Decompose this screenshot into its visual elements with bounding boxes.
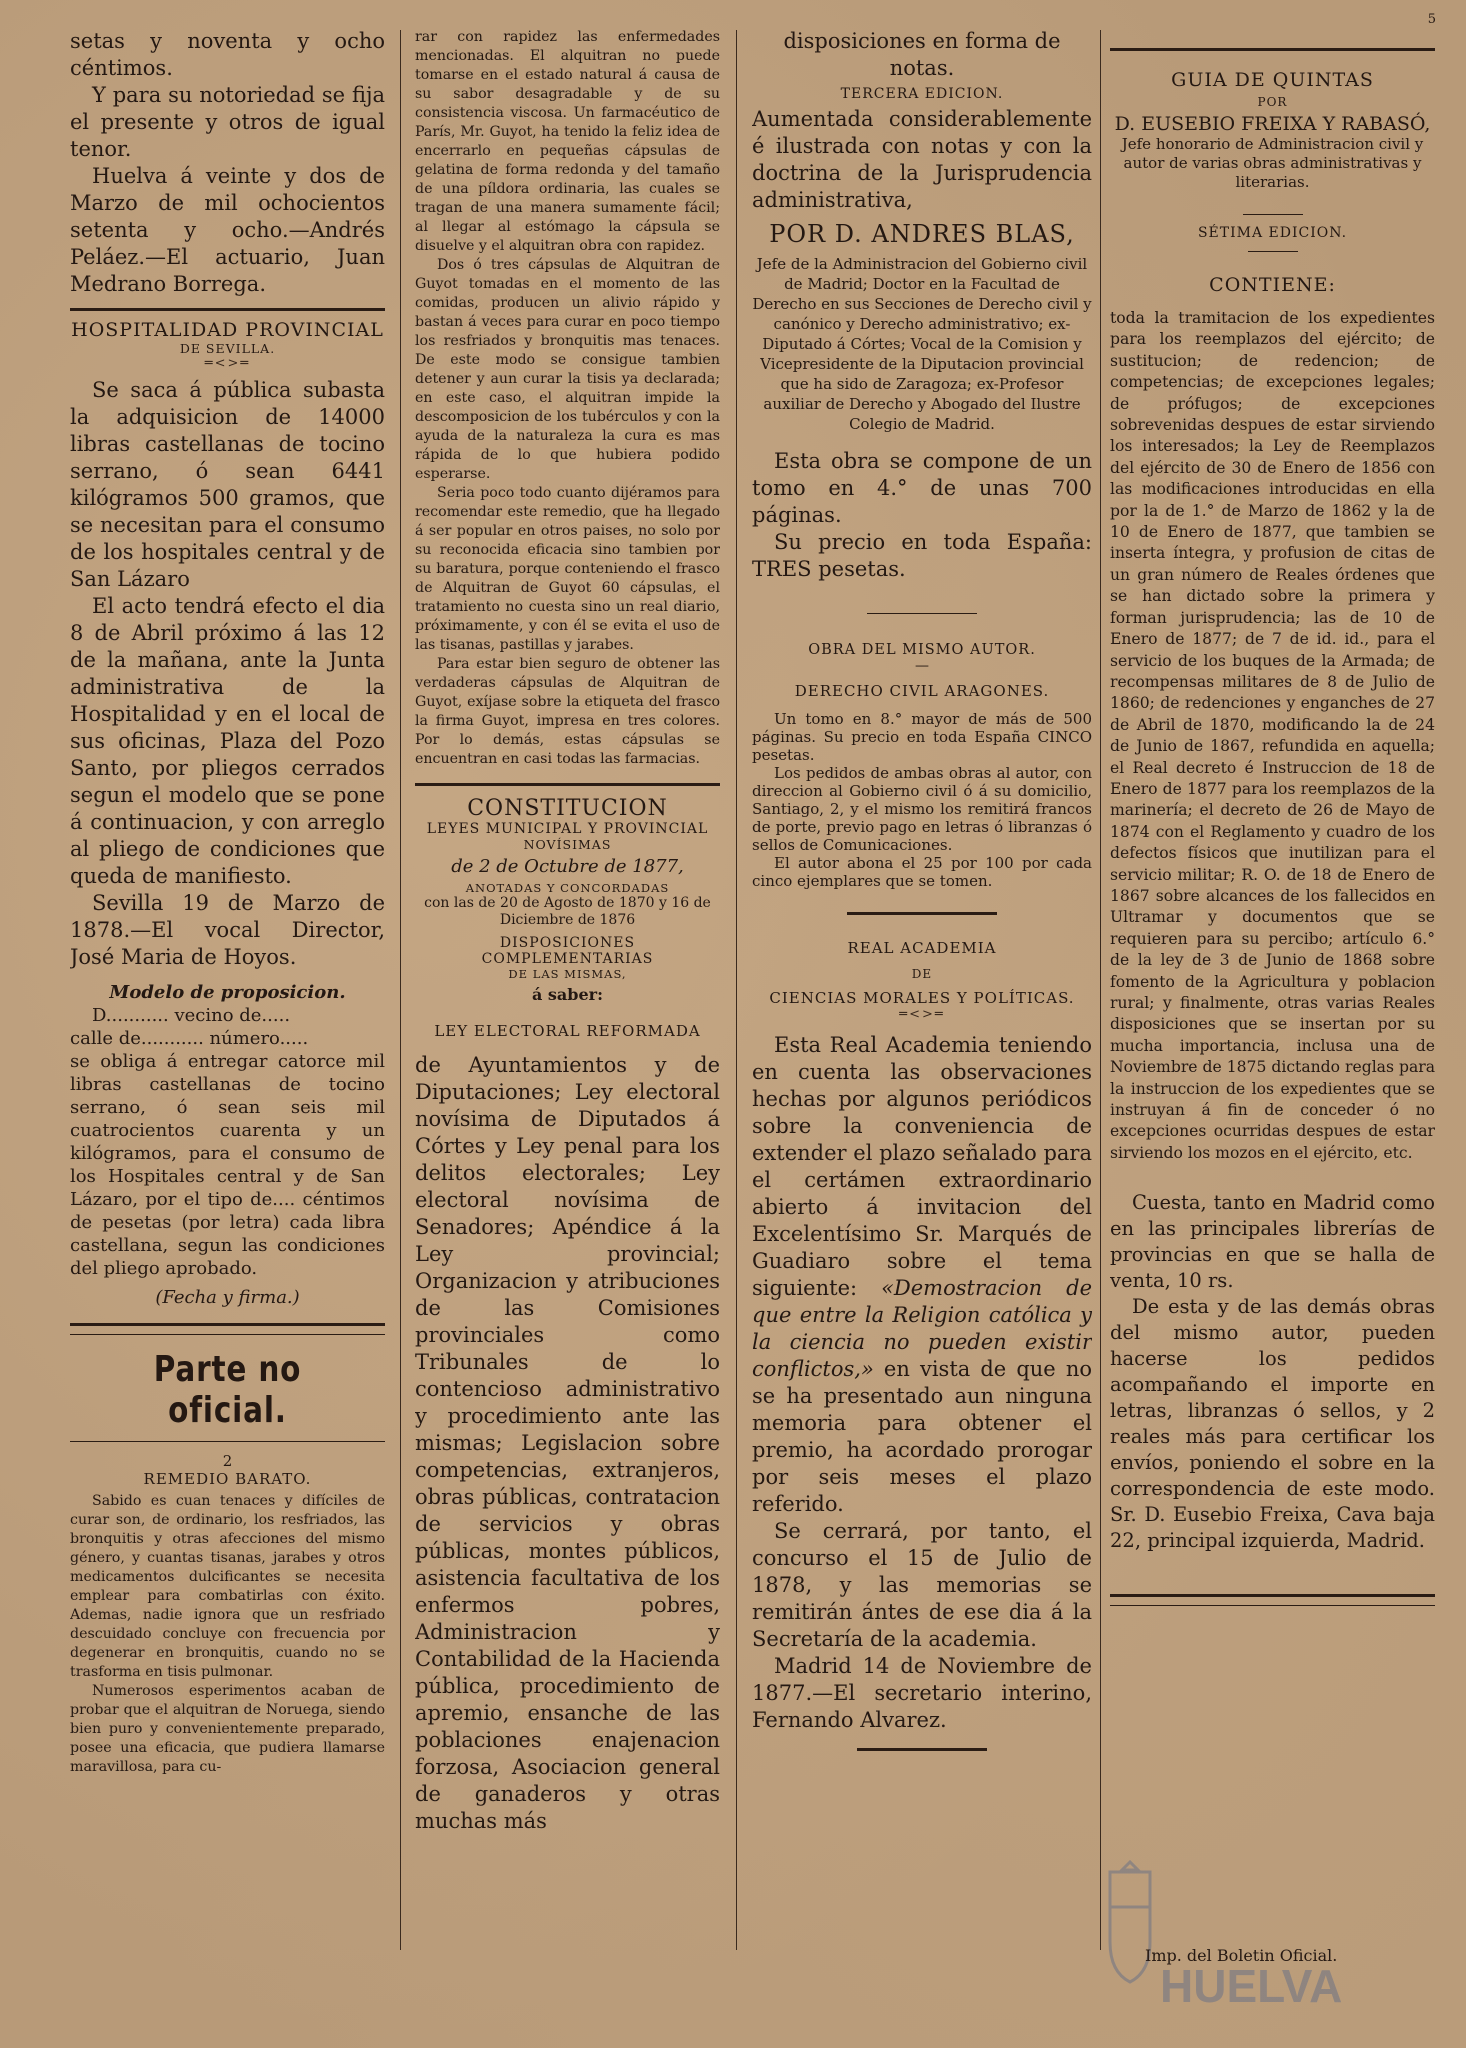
text-remedio-2: Numerosos esperimentos acaban de probar que el alquitran de Noruega, siendo bien puro y convenientemente preparado, posee una eficacia, que pudiera llamarse maravillosa, para cu-: [70, 1683, 385, 1775]
constitucion-subtitle: LEYES MUNICIPAL Y PROVINCIAL: [426, 821, 709, 837]
obra-mismo-autor-title: OBRA DEL MISMO AUTOR.: [808, 642, 1036, 658]
watermark-text: HUELVA: [1160, 1960, 1343, 2012]
text-disposiciones: disposiciones en forma de notas.: [783, 29, 1061, 80]
imprenta-footer: Imp. del Boletin Oficial.: [1145, 1946, 1338, 1965]
ley-electoral-title: LEY ELECTORAL REFORMADA: [434, 1022, 701, 1040]
text-remedio-cont: rar con rapidez las enfermedades mencionadas. El alquitran no puede tomarse en el estado natural á causa de su sabor desagradable y de su consistencia viscosa. Un farmacéutico de París, Mr. Guyot, ha tenido la feliz idea de encerrarlo en pequeñas cápsulas de gelatina de forma redonda y del tamaño de una píldora ordinaria, las cuales se tragan de una manera sumamente fácil; al llegar al estómago la cápsula se disuelve y el alquitran obra con rapidez.: [415, 29, 720, 254]
constitucion-con: con las de 20 de Agosto de 1870 y 16 de Diciembre de 1876: [424, 895, 711, 928]
constitucion-anotadas: ANOTADAS Y CONCORDADAS: [465, 881, 670, 895]
text-academia-a: Esta Real Academia teniendo en cuenta las observaciones hechas por algunos periódicos sobre la conveniencia de extender el plazo señalado para el certámen extraordinario abierto á invitacion del Excelentísimo Sr. Marqués de Guadiaro sobre el tema siguiente:: [752, 1033, 1092, 1300]
column-2: [415, 28, 720, 1835]
modelo-line-1: D........... vecino de.....: [92, 1005, 291, 1026]
text-subasta: Se saca á pública subasta la adquisicion de 14000 libras castellanas de tocino serrano, ó sean 6441 kilógramos 500 gramos, que se necesitan para el consumo de los hospitales central y de San Lázaro: [70, 378, 385, 591]
por-andres-blas: POR D. ANDRES BLAS,: [769, 220, 1075, 248]
text-cuesta: Cuesta, tanto en Madrid como en las principales librerías de provincias en que se halla de venta, 10 rs.: [1110, 1191, 1435, 1293]
guia-autor: D. EUSEBIO FREIXA Y RABASÓ,: [1114, 113, 1431, 135]
text-cont: setas y noventa y ocho céntimos.: [70, 29, 385, 80]
text-seria: Seria poco todo cuanto dijéramos para recomendar este remedio, que ha llegado á ser popular en otros paises, no solo por su reconocida eficacia sino tambien por su baratura, porque conteniendo el frasco de Alquitran de Guyot 60 cápsulas, el tratamiento no cuesta sino un real diario, próximamente, y con él se evita el uso de las tisanas, pastillas y jarabes.: [415, 485, 720, 653]
section-rule: [70, 1323, 385, 1326]
text-acto: El acto tendrá efecto el dia 8 de Abril próximo á las 12 de la mañana, ante la Junta administrativa de la Hospitalidad y en el local de sus oficinas, Plaza del Pozo Santo, por pliegos cerrados segun el modelo que se pone á continuacion, y con arreglo al pliego de condiciones que queda de manifiesto.: [70, 594, 385, 888]
remedio-number: 2: [222, 1452, 233, 1470]
short-rule: [847, 912, 997, 915]
text-pedidos-freixa: De esta y de las demás obras del mismo autor, pueden hacerse los pedidos acompañando el importe en letras, libranzas ó sellos, y 2 reales más para certificar los envíos, poniendo el sobre en la correspondencia de este modo. Sr. D. Eusebio Freixa, Cava baja 22, principal izquierda, Madrid.: [1110, 1295, 1435, 1553]
text-huelva-date: Huelva á veinte y dos de Marzo de mil ochocientos setenta y ocho.—Andrés Peláez.—El actuario, Juan Medrano Borrega.: [70, 164, 385, 296]
ornament: ═<>═: [204, 356, 251, 371]
remedio-title: REMEDIO BARATO.: [143, 1470, 312, 1488]
section-rule-thin: [70, 1334, 385, 1335]
text-academia-b: en vista de que no se ha presentado aun ninguna memoria para obtener el premio, ha acordado prorogar por seis meses el plazo referido.: [752, 1357, 1092, 1516]
setima-edicion: SÉTIMA EDICION.: [1197, 225, 1348, 241]
guia-por: POR: [1257, 95, 1288, 109]
section-rule-thin: [1110, 1605, 1435, 1606]
section-rule: [1110, 48, 1435, 51]
text-academia-tema: «Demostracion de que entre la Religion católica y la ciencia no pueden existir conflictos,»: [752, 1276, 1092, 1381]
text-pedidos: Los pedidos de ambas obras al autor, con direccion al Gobierno civil ó á su domicilio, Santiago, 2, y el mismo los remitirá francos de porte, previo pago en letras ó libranzas ó sellos de Comunicaciones.: [752, 764, 1092, 854]
section-rule-thin: [70, 1441, 385, 1442]
real-academia-subtitle: CIENCIAS MORALES Y POLÍTICAS.: [769, 989, 1075, 1007]
text-jefe-admin: Jefe de la Administracion del Gobierno civil de Madrid; Doctor en la Facultad de Derecho en sus Secciones de Derecho civil y canónico y Derecho administrativo; ex-Diputado á Córtes; Vocal de la Comision y Vicepresidente de la Diputacion provincial que ha sido de Zaragoza; ex-Profesor auxiliar de Derecho y Abogado del Ilustre Colegio de Madrid.: [752, 255, 1092, 433]
text-abona: El autor abona el 25 por 100 por cada cinco ejemplares que se tomen.: [752, 854, 1092, 890]
fecha-firma: (Fecha y firma.): [155, 1287, 300, 1308]
section-rule: [70, 308, 385, 311]
guia-quintas-title: GUIA DE QUINTAS: [1171, 69, 1374, 91]
derecho-civil-title: DERECHO CIVIL ARAGONES.: [794, 682, 1050, 700]
text-dos-capsulas: Dos ó tres cápsulas de Alquitran de Guyot tomadas en el momento de las comidas, producen un alivio rápido y bastan á veces para curar en poco tiempo los resfriados y bronquitis mas tenaces. De este modo se consigue tambien detener y aun curar la tisis ya declarada; en este caso, el alquitran impide la descomposicion de los tubérculos y con la ayuda de la naturaleza la cura es mas rápida de lo que hubiera podido esperarse.: [415, 257, 720, 482]
real-academia-de: DE: [911, 967, 933, 981]
text-ley-electoral: de Ayuntamientos y de Diputaciones; Ley electoral novísima de Diputados á Córtes y Ley penal para los delitos electorales; Ley electoral novísima de Senadores; Apéndice á la Ley provincial; Organizacion y atribuciones de las Comisiones provinciales como Tribunales de lo contencioso administrativo y procedimiento ante las mismas; Legislacion sobre competencias, extranjeros, obras públicas, contratacion de servicios y obras públicas, montes públicos, asistencia facultativa de los enfermos pobres, Administracion y Contabilidad de la Hacienda pública, procedimiento de apremio, ensanche de las poblaciones enajenacion forzosa, Asociacion general de ganaderos y otras muchas más: [415, 1053, 720, 1833]
modelo-text: se obliga á entregar catorce mil libras castellanas de tocino serrano, ó sean seis mil cuatrocientos cuarenta y un kilógramos, para el consumo de los Hospitales central y de San Lázaro, por el tipo de.... céntimos de pesetas (por letra) cada libra castellana, segun las condiciones del pliego aprobado.: [70, 1051, 385, 1279]
modelo-line-2: calle de........... número.....: [70, 1028, 309, 1049]
short-rule: [1248, 251, 1298, 252]
section-rule: [415, 783, 720, 786]
constitucion-title: CONSTITUCION: [467, 796, 668, 821]
text-cerrara: Se cerrará, por tanto, el concurso el 15 de Julio de 1878, y las memorias se remitirán ántes de ese dia á la Secretaría de la academia.: [752, 1519, 1092, 1651]
column-divider-2: [736, 30, 737, 1950]
text-precio: Su precio en toda España: TRES pesetas.: [752, 530, 1092, 581]
modelo-title: Modelo de proposicion.: [109, 982, 346, 1003]
text-remedio-1: Sabido es cuan tenaces y difíciles de curar son, de ordinario, los resfriados, las bronquitis y otras afecciones del mismo género, y cuantas tisanas, jarabes y otros medicamentos dulcificantes se necesita emplear para combatirlas con éxito. Ademas, nadie ignora que un resfriado descuidado concluye con frecuencia por degenerar en bronquitis, cuando no se trasforma en tisis pulmonar.: [70, 1493, 385, 1680]
constitucion-date: de 2 de Octubre de 1877,: [451, 856, 684, 877]
text-aumentada: Aumentada considerablemente é ilustrada con notas y con la doctrina de la Jurisprudencia administrativa,: [752, 107, 1092, 212]
tercera-edicion: TERCERA EDICION.: [840, 86, 1004, 102]
text-contiene: toda la tramitacion de los expedientes para los reemplazos del ejército; de sustitucion; de redencion; de competencias; de excepciones legales; de prófugos; de excepciones sobrevenidas despues de estar sirviendo los interesados; la Ley de Reemplazos del ejército de 30 de Enero de 1856 con las modificaciones introducidas en ella por la de 1.° de Marzo de 1862 y la de 10 de Enero de 1877, que tambien se inserta íntegra, y profusion de citas de un gran número de Reales órdenes que se han dictado sobre la primera y forman jurisprudencia; las de 10 de Enero de 1877; de 7 de id. id., para el servicio de los buques de la Armada; de recompensas militares de 8 de Julio de 1860; de redenciones y enganches de 27 de Abril de 1870, modificando la de 24 de Junio de 1867, refundida en aquella; el Real decreto é Instruccion de 18 de Enero de 1877 para los reemplazos de la marinería; el decreto de 26 de Mayo de 1874 con el Reglamento y cuadro de los defectos físicos que inutilizan para el servicio militar; R. O. de 18 de Enero de 1867 sobre alcances de los fallecidos en Ultramar y documentos que se requieren para su percibo; artículo 6.° de la ley de 3 de Junio de 1868 sobre fomento de la Agricultura y poblacion rural; y finalmente, otras varias Reales disposiciones que se insertan por su mucha importancia, inclusa una de Noviembre de 1875 dictando reglas para la instruccion de los expedientes que se instruyan á fin de conceder ó no excepciones ocurridas despues de estar sirviendo los mozos en el ejército, etc.: [1110, 309, 1435, 1162]
text-tomo-octavo: Un tomo en 8.° mayor de más de 500 páginas. Su precio en toda España CINCO pesetas.: [752, 710, 1092, 764]
text-notoriedad: Y para su notoriedad se fija el presente y otros de igual tenor.: [70, 83, 385, 161]
short-rule: [867, 613, 977, 614]
text-academia: [752, 1032, 1092, 1518]
hospitalidad-title: HOSPITALIDAD PROVINCIAL: [71, 319, 384, 341]
hospitalidad-subtitle: DE SEVILLA.: [179, 341, 276, 356]
contiene-title: CONTIENE:: [1209, 274, 1336, 296]
huelva-seal-logo: [1090, 1852, 1350, 2022]
page-number: 5: [1427, 12, 1436, 27]
guia-jefe: Jefe honorario de Administracion civil y autor de varias obras administrativas y literarias.: [1121, 135, 1424, 191]
short-rule: [857, 1748, 987, 1751]
parte-no-oficial-title: Parte no oficial.: [153, 1349, 302, 1431]
disposiciones-subtitle: DE LAS MISMAS,: [508, 967, 627, 981]
ornament: ═<>═: [899, 1007, 945, 1022]
dash-separator: —: [915, 658, 929, 674]
text-para-estar: Para estar bien seguro de obtener las verdaderas cápsulas de Alquitran de Guyot, exíjase sobre la etiqueta del frasco la firma Guyot, impresa en tres colores. Por lo demás, estas cápsulas se encuentran en casi todas las farmacias.: [415, 656, 720, 767]
column-1: [70, 28, 385, 1777]
text-obra-tomo: Esta obra se compone de un tomo en 4.° de unas 700 páginas.: [752, 449, 1092, 527]
column-3: [752, 28, 1092, 1763]
constitucion-novisimas: NOVÍSIMAS: [523, 837, 612, 852]
disposiciones-title: DISPOSICIONES COMPLEMENTARIAS: [481, 935, 654, 967]
real-academia-title: REAL ACADEMIA: [847, 939, 997, 957]
short-rule: [1243, 214, 1303, 215]
column-4: [1110, 28, 1435, 1616]
section-rule: [1110, 1594, 1435, 1597]
a-saber: á saber:: [531, 985, 603, 1004]
column-divider-3: [1100, 30, 1101, 1950]
text-madrid-date: Madrid 14 de Noviembre de 1877.—El secretario interino, Fernando Alvarez.: [752, 1654, 1092, 1732]
text-sevilla-date: Sevilla 19 de Marzo de 1878.—El vocal Director, José Maria de Hoyos.: [70, 891, 385, 969]
column-divider-1: [400, 30, 401, 1950]
